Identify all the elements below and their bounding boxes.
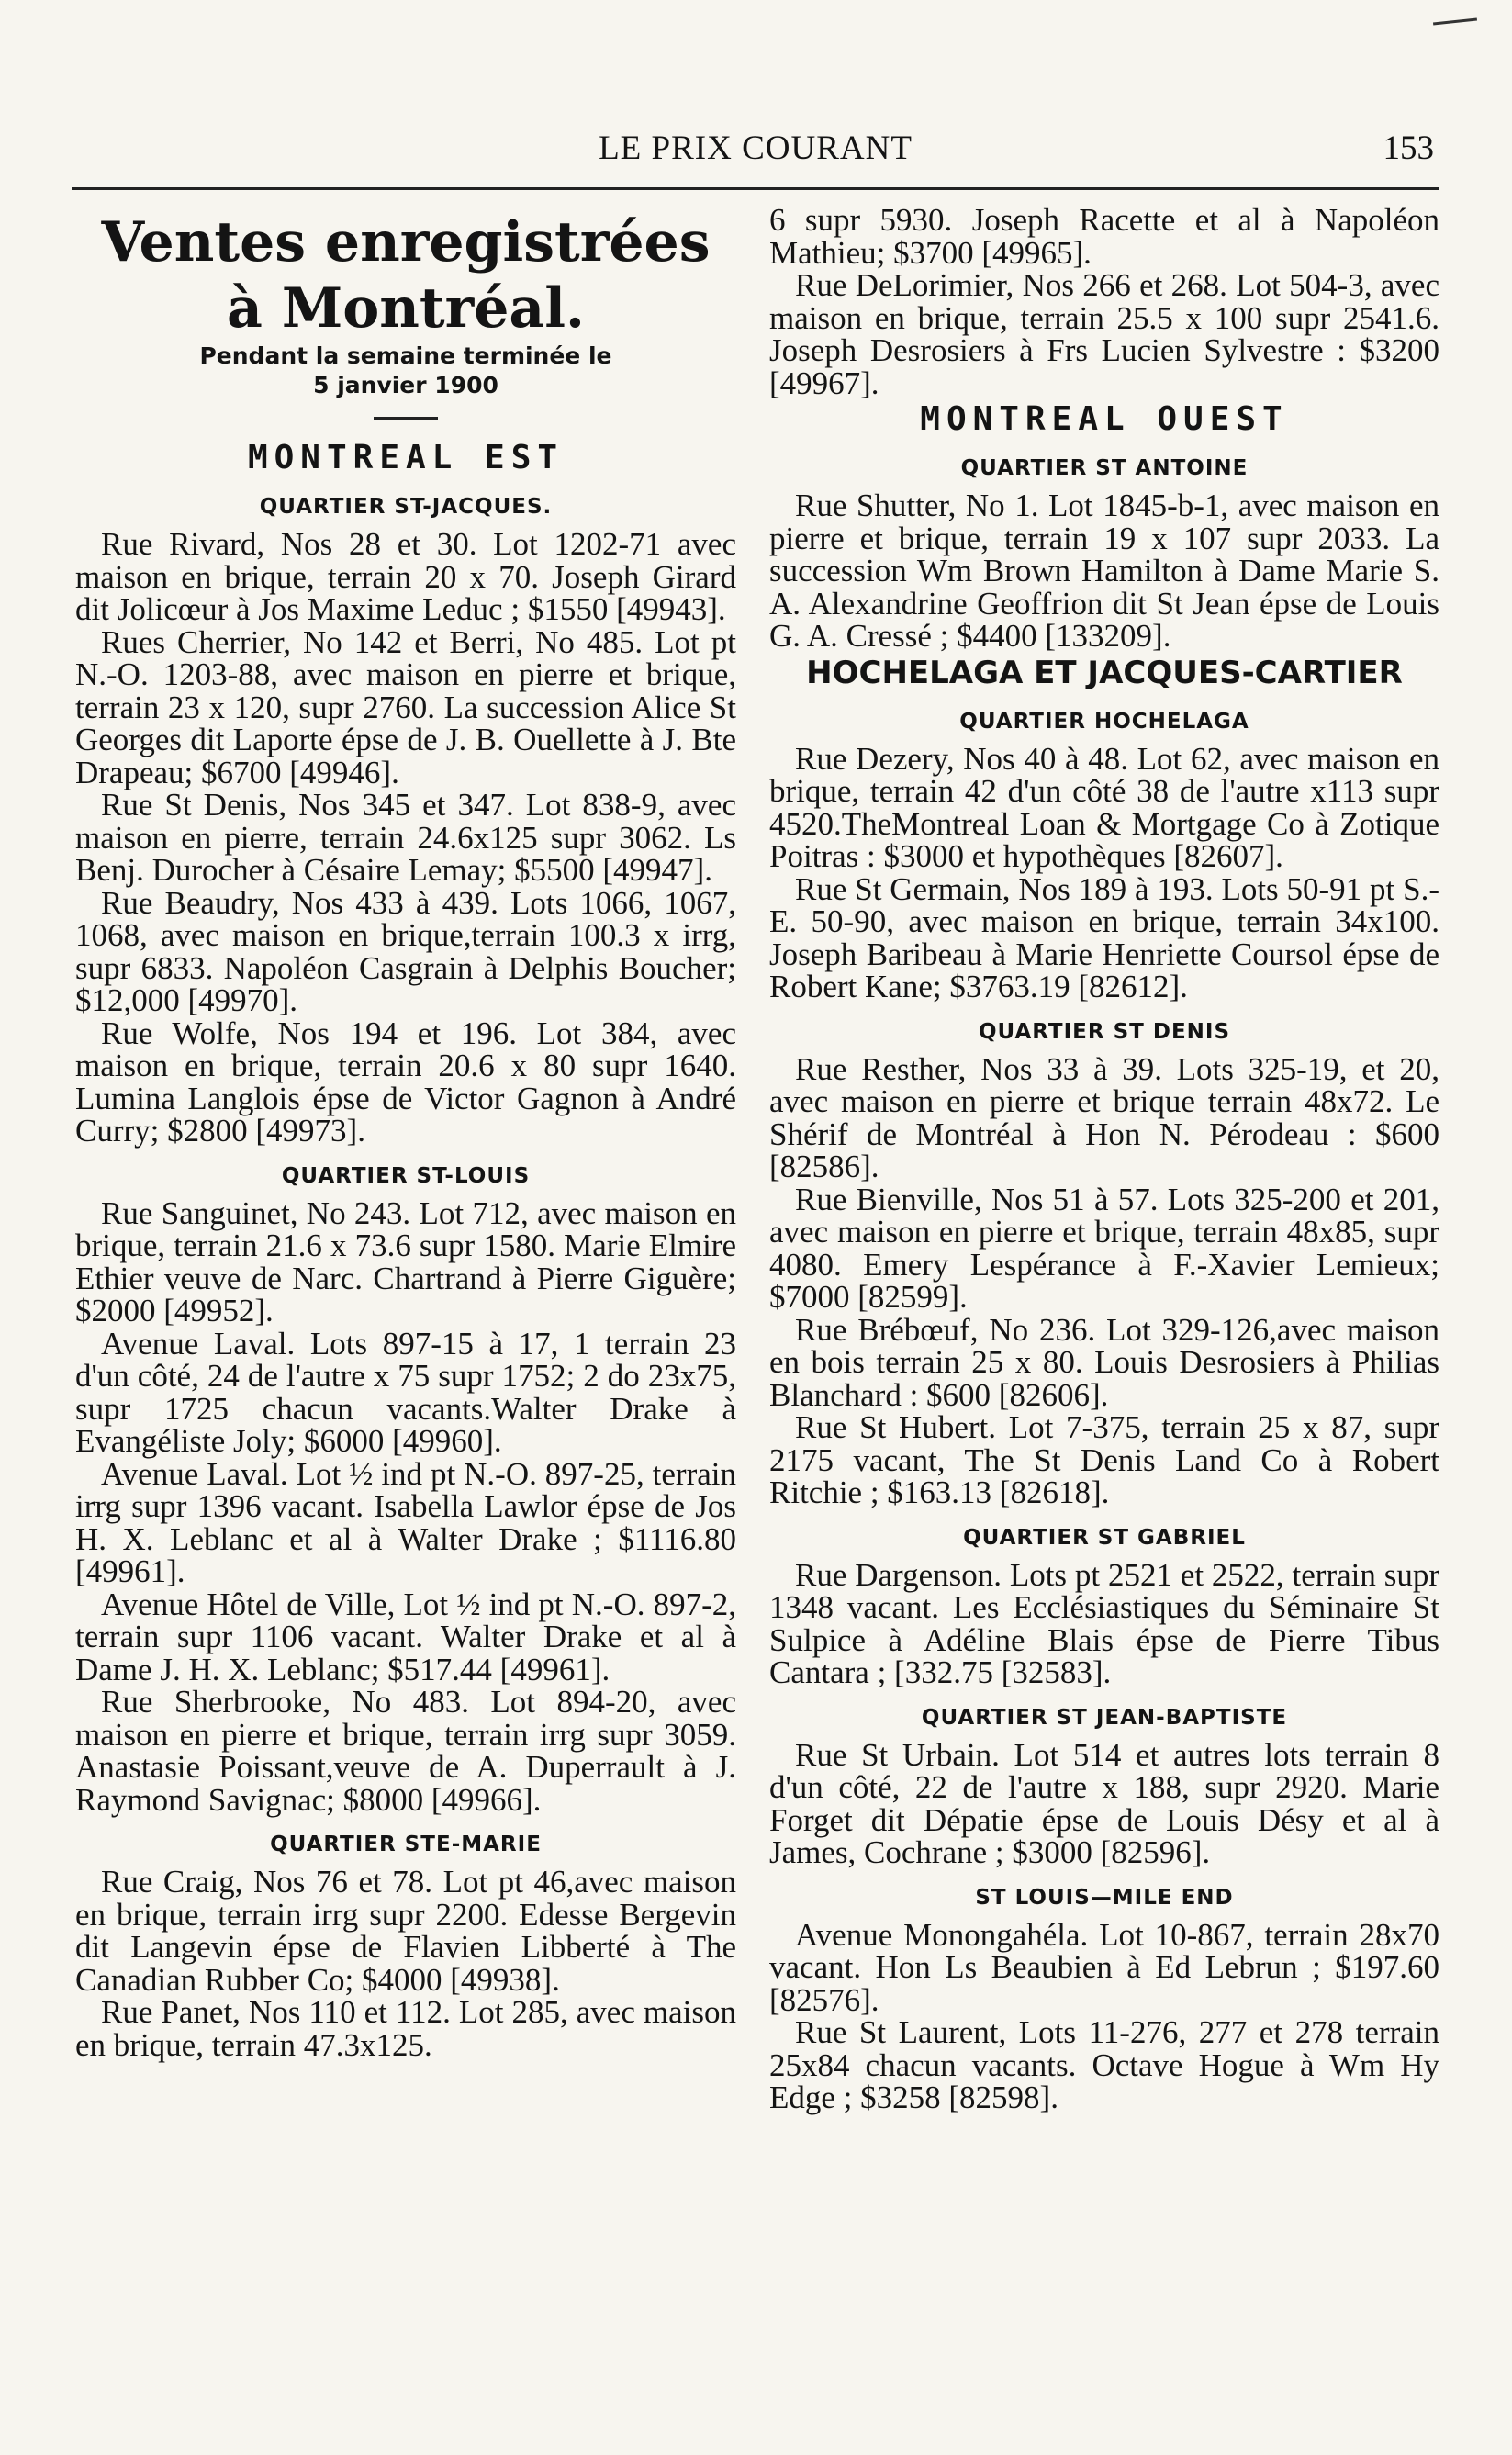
sale-entry: Rue Brébœuf, No 236. Lot 329-126,avec maison en bois terrain 25 x 80. Louis Desrosiers à Philias Blanchard : $600 [82606]. xyxy=(769,1311,1439,1413)
sale-entry: Rue Wolfe, Nos 194 et 196. Lot 384, avec maison en brique, terrain 20.6 x 80 supr 1640. Lumina Langlois épse de Victor Gagnon à André Curry; $2800 [49973]. xyxy=(75,1015,736,1149)
sale-entry: Rue Dargenson. Lots pt 2521 et 2522, terrain supr 1348 vacant. Les Ecclésiastiques du Séminaire St Sulpice à Adéline Blais épse de Pierre Tibus Cantara ; [332.75 [32583]. xyxy=(769,1556,1439,1690)
region-montreal-ouest: MONTREAL OUEST xyxy=(920,400,1289,438)
left-column xyxy=(75,204,736,2061)
sale-entry: Rue St Denis, Nos 345 et 347. Lot 838-9, avec maison en pierre, terrain 24.6x125 supr 3062. Ls Benj. Durocher à Césaire Lemay; $5500 [49947]. xyxy=(75,787,736,888)
sale-entry: Rue Resther, Nos 33 à 39. Lots 325-19, et 20, avec maison en pierre et brique terrain 48x72. Le Shérif de Montréal à Hon N. Pérodeau : $600 [82586]. xyxy=(769,1050,1439,1184)
sale-entry: Rue Sanguinet, No 243. Lot 712, avec maison en brique, terrain 21.6 x 73.6 supr 1580. Marie Elmire Ethier veuve de Narc. Chartrand à Pierre Giguère; $2000 [49952]. xyxy=(75,1194,736,1328)
sale-entry: Rue Panet, Nos 110 et 112. Lot 285, avec maison en brique, terrain 47.3x125. xyxy=(75,1994,736,2063)
sale-entry: Rue Beaudry, Nos 433 à 439. Lots 1066, 1067, 1068, avec maison en brique,terrain 100.3 x irrg, supr 6833. Napoléon Casgrain à Delphis Boucher; $12,000 [49970]. xyxy=(75,884,736,1018)
running-title: LE PRIX COURANT xyxy=(599,129,913,167)
running-header xyxy=(72,127,1439,173)
quartier-hochelaga: QUARTIER HOCHELAGA xyxy=(959,709,1249,734)
sale-entry: Rue DeLorimier, Nos 266 et 268. Lot 504-3, avec maison en brique, terrain 25.5 x 100 supr 2541.6. Joseph Desrosiers à Frs Lucien Sylvestre : $3200 [49967]. xyxy=(769,267,1439,401)
section-title-line2: à Montréal. xyxy=(227,276,585,341)
sale-entry: Rue St Urbain. Lot 514 et autres lots terrain 8 d'un côté, 22 de l'autre x 188, supr 2920. Marie Forget dit Dépatie épse de Louis Désy et al à James, Cochrane ; $3000 [82596]. xyxy=(769,1736,1439,1870)
section-title-line1: Ventes enregistrées xyxy=(101,210,711,275)
sale-entry: Rue Craig, Nos 76 et 78. Lot pt 46,avec maison en brique, terrain irrg supr 2200. Edesse Bergevin dit Langevin épse de Flavien Libberté à The Canadian Rubber Co; $4000 [49938]. xyxy=(75,1864,736,1998)
sale-entry-continued: 6 supr 5930. Joseph Racette et al à Napoléon Mathieu; $3700 [49965]. xyxy=(769,202,1439,271)
period-line2: 5 janvier 1900 xyxy=(313,372,498,398)
period-line1: Pendant la semaine terminée le xyxy=(199,342,612,369)
sale-entry: Avenue Laval. Lots 897-15 à 17, 1 terrain 23 d'un côté, 24 de l'autre x 75 supr 1752; 2 do 23x75, supr 1725 chacun vacants.Walter Drake à Evangéliste Joly; $6000 [49960]. xyxy=(75,1325,736,1459)
sale-entry: Rue St Hubert. Lot 7-375, terrain 25 x 87, supr 2175 vacant, The St Denis Land Co à Robert Ritchie ; $163.13 [82618]. xyxy=(769,1409,1439,1510)
sale-entry: Rue St Germain, Nos 189 à 193. Lots 50-91 pt S.-E. 50-90, avec maison en brique, terrain 34x100. Joseph Baribeau à Marie Henriette Coursol épse de Robert Kane; $3763.19 [82612]. xyxy=(769,870,1439,1004)
sale-entry: Rue Rivard, Nos 28 et 30. Lot 1202-71 avec maison en brique, terrain 20 x 70. Joseph Girard dit Jolicœur à Jos Maxime Leduc ; $1550 [49943]. xyxy=(75,526,736,627)
quartier-st-denis: QUARTIER ST DENIS xyxy=(978,1019,1231,1044)
sale-entry: Rue Shutter, No 1. Lot 1845-b-1, avec maison en pierre et brique, terrain 19 x 107 supr 2033. La succession Wm Brown Hamilton à Dame Marie S. A. Alexandrine Geoffrion dit St Jean épse de Louis G. A. Cressé ; $4400 [133209]. xyxy=(769,488,1439,654)
quartier-st-louis-mile-end: ST LOUIS—MILE END xyxy=(975,1885,1234,1910)
sale-entry: Avenue Laval. Lot ½ ind pt N.-O. 897-25, terrain irrg supr 1396 vacant. Isabella Lawlor épse de Jos H. X. Leblanc et al à Walter Drake ; $1116.80 [49961]. xyxy=(75,1455,736,1589)
title-rule xyxy=(374,417,438,420)
quartier-ste-marie: QUARTIER STE-MARIE xyxy=(270,1833,542,1856)
sale-entry: Rue Dezery, Nos 40 à 48. Lot 62, avec maison en brique, terrain 42 d'un côté 38 de l'autre x113 supr 4520.TheMontreal Loan & Mortgage Co à Zotique Poitras : $3000 et hypothèques [82607]. xyxy=(769,740,1439,874)
quartier-st-jean-baptiste: QUARTIER ST JEAN-BAPTISTE xyxy=(921,1705,1288,1730)
quartier-st-gabriel: QUARTIER ST GABRIEL xyxy=(963,1525,1246,1550)
quartier-st-jacques: QUARTIER ST-JACQUES. xyxy=(259,495,553,519)
sale-entry: Rue Bienville, Nos 51 à 57. Lots 325-200 et 201, avec maison en pierre et brique, terrain 48x85, supr 4080. Emery Lespérance à F.-Xavier Lemieux; $7000 [82599]. xyxy=(769,1181,1439,1315)
region-montreal-est: MONTREAL EST xyxy=(247,439,565,476)
sale-entry: Avenue Monongahéla. Lot 10-867, terrain 28x70 vacant. Hon Ls Beaubien à Ed Lebrun ; $197.60 [82576]. xyxy=(769,1916,1439,2018)
corner-pen-mark xyxy=(1433,17,1477,25)
quartier-st-antoine: QUARTIER ST ANTOINE xyxy=(960,456,1249,480)
region-hochelaga-jacques-cartier: HOCHELAGA ET JACQUES-CARTIER xyxy=(806,654,1403,691)
sale-entry: Rue St Laurent, Lots 11-276, 277 et 278 terrain 25x84 chacun vacants. Octave Hogue à Wm Hy Edge ; $3258 [82598]. xyxy=(769,2014,1439,2115)
page-number: 153 xyxy=(1383,129,1434,167)
sale-entry: Rues Cherrier, No 142 et Berri, No 485. Lot pt N.-O. 1203-88, avec maison en pierre et brique, terrain 23 x 120, supr 2760. La succession Alice St Georges dit Laporte épse de J. B. Ouellette à J. Bte Drapeau; $6700 [49946]. xyxy=(75,623,736,790)
header-rule xyxy=(72,187,1439,190)
quartier-st-louis: QUARTIER ST-LOUIS xyxy=(281,1163,531,1188)
sale-entry: Rue Sherbrooke, No 483. Lot 894-20, avec maison en pierre et brique, terrain irrg supr 3059. Anastasie Poissant,veuve de A. Duperrault à J. Raymond Savignac; $8000 [49966]. xyxy=(75,1684,736,1818)
right-column xyxy=(769,204,1439,2114)
sale-entry: Avenue Hôtel de Ville, Lot ½ ind pt N.-O. 897-2, terrain supr 1106 vacant. Walter Drake et al à Dame J. H. X. Leblanc; $517.44 [49961]. xyxy=(75,1586,736,1687)
